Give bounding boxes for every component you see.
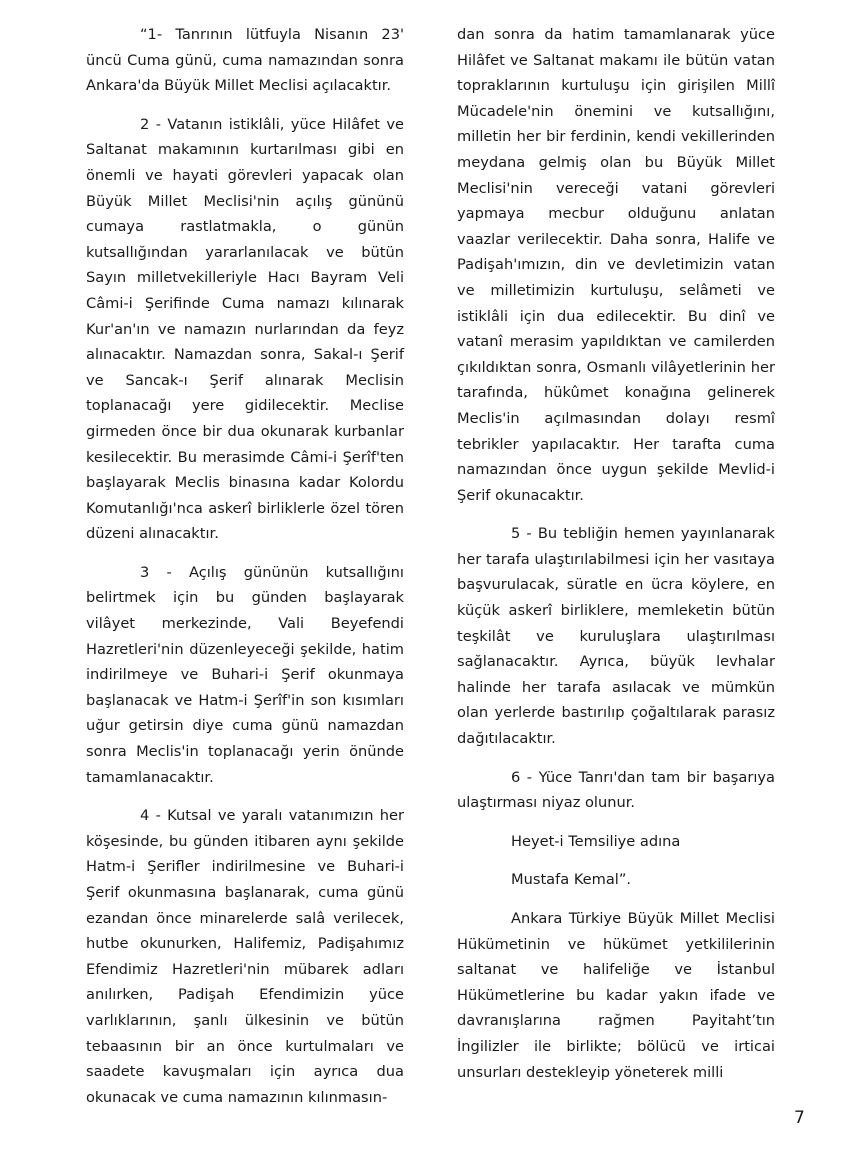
paragraph-4: 4 - Kutsal ve yaralı vatanımızın her köşesinde, bu günden itibaren aynı şekilde Hatm-i Şerifler indirilmesine ve Buhari-i Şerif okunmasına başlanarak, cuma günü ezandan önce minarelerde salâ verilecek, hutbe okunurken, Halifemiz, Padişahımız Efendimiz Hazretleri'nin mübarek adları anılırken, Padişah Efendimizin yüce varlıklarının, şanlı ülkesinin ve bütün tebaasının bir an önce kurtulmaları ve saadete kavuşmaları için ayrıca dua okunacak ve cuma namazının kılınmasın- <box>86 807 404 1106</box>
left-text-column <box>86 22 404 1123</box>
right-text-column <box>457 22 775 1098</box>
paragraph-4-continuation: dan sonra da hatim tamamlanarak yüce Hilâfet ve Saltanat makamı ile bütün vatan topraklarının kurtuluşu için girişilen Millî Mücadele'nin önemini ve kutsallığını, milletin her bir ferdinin, kendi vekillerinden meydana gelmiş olan bu Büyük Millet Meclisi'nin vereceği vatani görevleri yapmaya mecbur olduğunu anlatan vaazlar verilecektir. Daha sonra, Halife ve Padişah'ımızın, din ve devletimizin vatan ve milletimizin kurtuluşu, selâmeti ve istiklâli için dua edilecektir. Bu dinî ve vatanî merasim yapıldıktan ve camilerden çıkıldıktan sonra, Osmanlı vilâyetlerinin her tarafında, hükûmet konağına gelinerek Meclis'in açılmasından dolayı resmî tebrikler yapılacaktır. Her tarafta cuma namazından önce uygun şekilde Mevlid-i Şerif okunacaktır. <box>457 26 775 504</box>
paragraph-2: 2 - Vatanın istiklâli, yüce Hilâfet ve Saltanat makamının kurtarılması gibi en önemli ve hayati görevleri yapacak olan Büyük Millet Meclisi'nin açılış gününü cumaya rastlatmakla, o günün kutsallığından yararlanılacak ve bütün Sayın milletvekilleriyle Hacı Bayram Veli Câmi-i Şerifinde Cuma namazı kılınarak Kur'an'ın ve namazın nurlarından da feyz alınacaktır. Namazdan sonra, Sakal-ı Şerif ve Sancak-ı Şerif alınarak Meclisin toplanacağı yere gidilecektir. Meclise girmeden önce bir dua okunarak kurbanlar kesilecektir. Bu merasimde Câmi-i Şerîf'ten başlayarak Meclis binasına kadar Kolordu Komutanlığı'nca askerî birliklerle özel tören düzeni alınacaktır. <box>86 115 404 543</box>
paragraph-6: 6 - Yüce Tanrı'dan tam bir başarıya ulaştırması niyaz olunur. <box>457 768 775 812</box>
signature-line-name: Mustafa Kemal”. <box>511 871 632 889</box>
paragraph-5: 5 - Bu tebliğin hemen yayınlanarak her tarafa ulaştırılabilmesi için her vasıtaya başvurulacak, süratle en ücra köylere, en küçük askerî birliklere, memleketin bütün teşkilât ve kuruluşlara ulaştırılması sağlanacaktır. Ayrıca, büyük levhalar halinde her tarafa asılacak ve mümkün olan yerlerde bastırılıp çoğaltılarak parasız dağıtılacaktır. <box>457 525 775 748</box>
signature-line-committee: Heyet-i Temsiliye adına <box>511 832 681 850</box>
paragraph-1: “1- Tanrının lütfuyla Nisanın 23' üncü Cuma günü, cuma namazından sonra Ankara'da Büyük Millet Meclisi açılacaktır. <box>86 26 404 95</box>
paragraph-3: 3 - Açılış gününün kutsallığını belirtmek için bu günden başlayarak vilâyet merkezinde, Vali Beyefendi Hazretleri'nin düzenleyeceği şekilde, hatim indirilmeye ve Buhari-i Şerif okunmaya başlanacak ve Hatm-i Şerîf'in son kısımları uğur getirsin diye cuma günü namazdan sonra Meclis'in toplanacağı yerin önünde tamamlanacaktır. <box>86 563 404 786</box>
page-number: 7 <box>794 1108 805 1128</box>
closing-paragraph: Ankara Türkiye Büyük Millet Meclisi Hükümetinin ve hükümet yetkililerinin saltanat ve halifeliğe ve İstanbul Hükümetlerine bu kadar yakın ifade ve davranışlarına rağmen Payitaht’tın İngilizler ile birlikte; bölücü ve irticai unsurları destekleyip yöneterek milli <box>457 910 775 1081</box>
